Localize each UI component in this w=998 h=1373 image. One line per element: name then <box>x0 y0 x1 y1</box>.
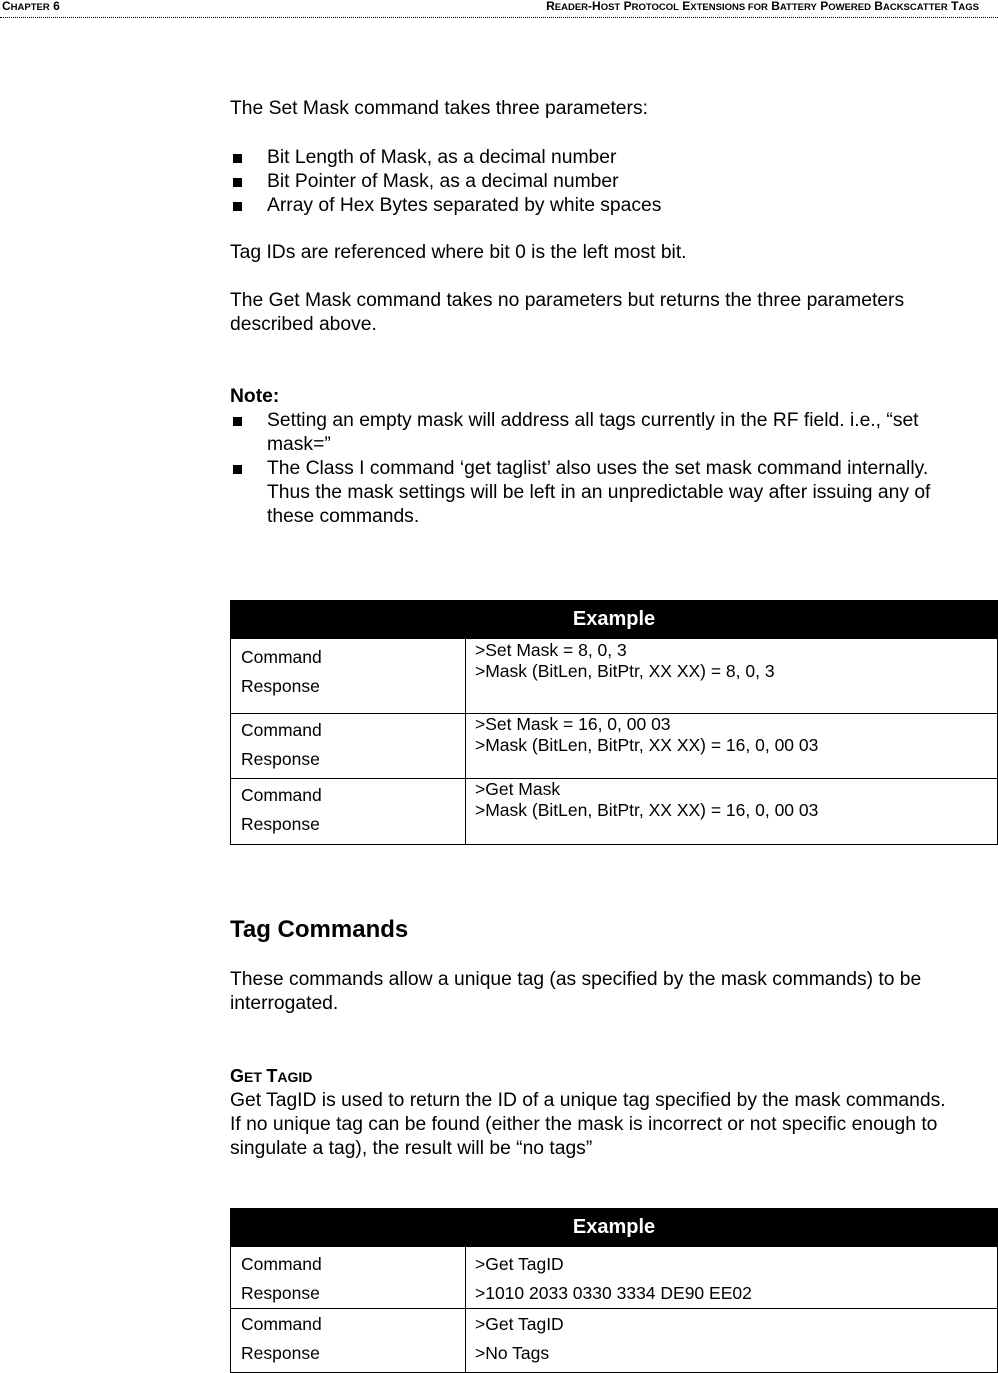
example-table-header: Example <box>231 1209 998 1247</box>
command-value: >Get Mask <box>475 779 561 799</box>
note-list-item: The Class I command ‘get taglist’ also uses the set mask command internally. Thus the mask settings will be left in an unpredictable way after issuing any of these commands. <box>230 457 998 529</box>
param-list-item: Bit Length of Mask, as a decimal number <box>230 146 998 170</box>
row-label-command: Command <box>241 1314 322 1334</box>
response-value: >Mask (BitLen, BitPtr, XX XX) = 8, 0, 3 <box>475 661 775 681</box>
response-value: >Mask (BitLen, BitPtr, XX XX) = 16, 0, 00 03 <box>475 735 819 755</box>
square-bullet-icon <box>233 202 242 211</box>
row-label-command: Command <box>241 1254 322 1274</box>
param-list-item: Array of Hex Bytes separated by white spaces <box>230 194 998 218</box>
row-label-response: Response <box>241 1283 320 1303</box>
example-table-header: Example <box>231 601 998 639</box>
row-label-response: Response <box>241 749 320 769</box>
table-row <box>231 1247 998 1309</box>
get-mask-paragraph: The Get Mask command takes no parameters but returns the three parameters described above. <box>230 290 905 335</box>
response-value: >1010 2033 0330 3334 DE90 EE02 <box>475 1283 752 1303</box>
row-label-response: Response <box>241 676 320 696</box>
command-value: >Get TagID <box>475 1254 564 1274</box>
row-label-command: Command <box>241 647 322 667</box>
row-label-command: Command <box>241 785 322 805</box>
tag-ids-paragraph: Tag IDs are referenced where bit 0 is the left most bit. <box>230 242 687 263</box>
tag-commands-paragraph: These commands allow a unique tag (as specified by the mask commands) to be interrogated. <box>230 969 922 1014</box>
row-label-response: Response <box>241 1343 320 1363</box>
table-row <box>231 779 998 845</box>
param-list-item: Bit Pointer of Mask, as a decimal number <box>230 170 998 194</box>
command-value: >Set Mask = 8, 0, 3 <box>475 640 627 660</box>
response-value: >No Tags <box>475 1343 550 1363</box>
square-bullet-icon <box>233 465 242 474</box>
table-row <box>231 639 998 714</box>
subheading-get-tagid: GET TAGID <box>230 1066 313 1086</box>
note-title: Note: <box>230 386 280 407</box>
square-bullet-icon <box>233 178 242 187</box>
running-title: READER-HOST PROTOCOL EXTENSIONS FOR BATTERY POWERED BACKSCATTER TAGS <box>546 0 979 13</box>
square-bullet-icon <box>233 154 242 163</box>
chapter-label: CHAPTER 6 <box>2 0 60 13</box>
section-heading: Tag Commands <box>230 916 409 943</box>
table-row <box>231 1309 998 1373</box>
intro-paragraph: The Set Mask command takes three parameters: <box>230 98 648 119</box>
get-tagid-paragraph: Get TagID is used to return the ID of a unique tag specified by the mask commands. If no unique tag can be found (either the mask is incorrect or not specific enough to singulate a tag), the result will be “no tags” <box>230 1090 946 1159</box>
row-label-response: Response <box>241 814 320 834</box>
note-list-item: Setting an empty mask will address all tags currently in the RF field. i.e., “set mask=” <box>230 409 998 457</box>
square-bullet-icon <box>233 417 242 426</box>
example-table-mask <box>230 600 998 845</box>
row-label-command: Command <box>241 720 322 740</box>
page-header <box>0 0 998 18</box>
response-value: >Mask (BitLen, BitPtr, XX XX) = 16, 0, 00 03 <box>475 800 819 820</box>
command-value: >Set Mask = 16, 0, 00 03 <box>475 714 671 734</box>
command-value: >Get TagID <box>475 1314 564 1334</box>
table-row <box>231 714 998 779</box>
example-table-tagid <box>230 1208 998 1373</box>
